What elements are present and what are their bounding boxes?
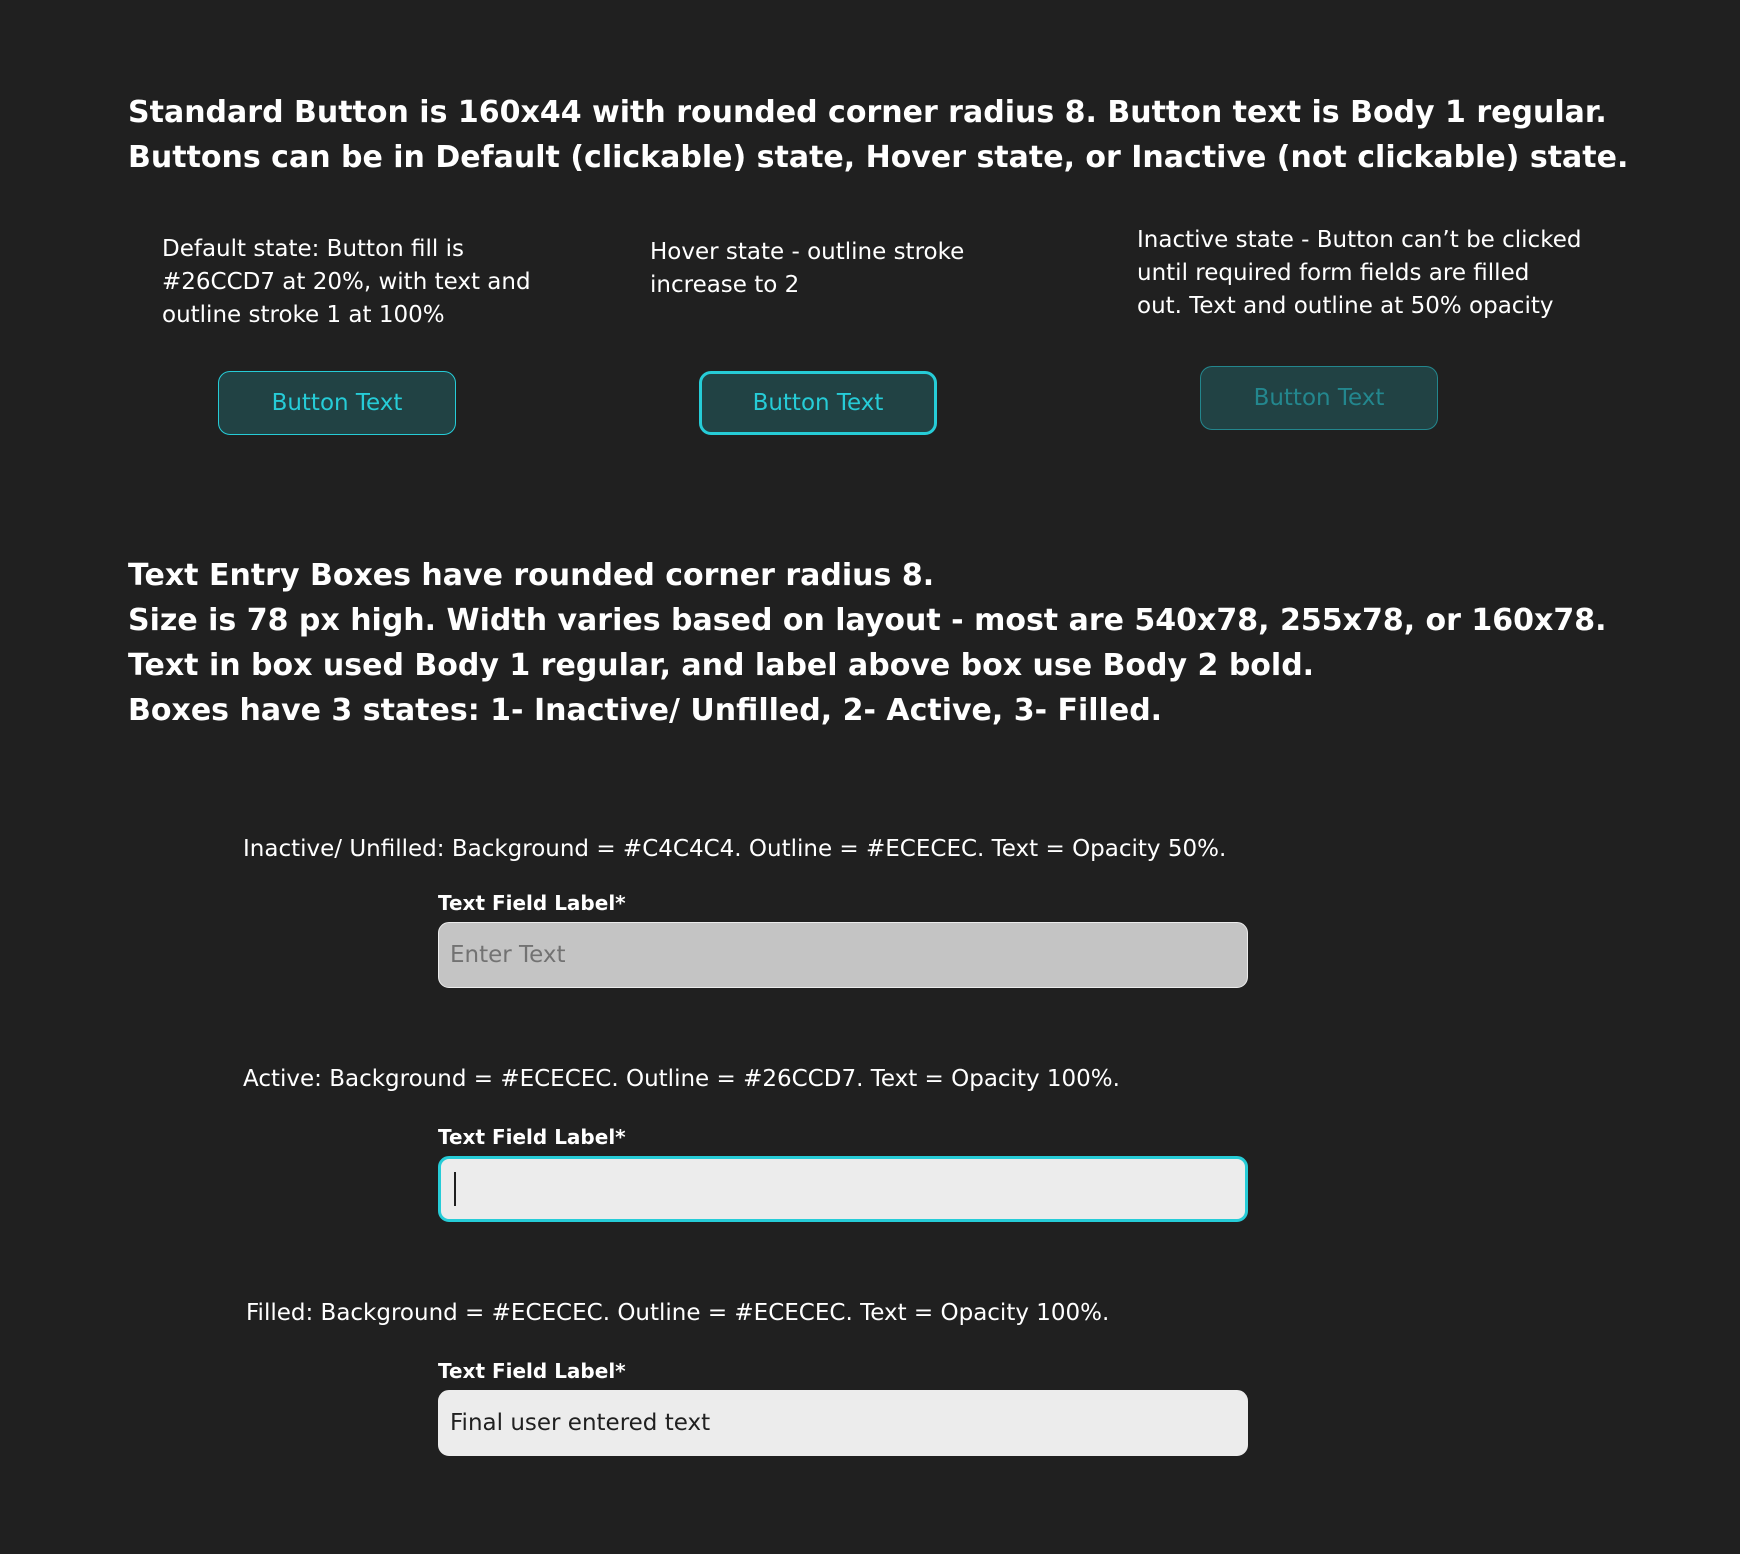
button-label: Button Text [1253, 385, 1385, 411]
filled-text-field[interactable] [438, 1390, 1248, 1456]
description-line: Inactive state - Button can’t be clicked [1137, 227, 1582, 253]
heading-line: Standard Button is 160x44 with rounded corner radius 8. Button text is Body 1 regular. [128, 95, 1607, 130]
inactive-field-description: Inactive/ Unfilled: Background = #C4C4C4. Outline = #ECECEC. Text = Opacity 50%. [243, 836, 1227, 862]
inactive-state-description [1137, 224, 1581, 323]
active-text-field[interactable] [438, 1156, 1248, 1222]
inactive-text-field[interactable] [438, 922, 1248, 988]
text-field-label: Text Field Label* [438, 1125, 626, 1149]
field-value: Final user entered text [450, 1410, 711, 1436]
description-line: increase to 2 [650, 272, 800, 298]
buttons-section-heading [128, 90, 1628, 180]
button-label: Button Text [271, 390, 403, 416]
heading-line: Size is 78 px high. Width varies based on layout - most are 540x78, 255x78, or 160x78. [128, 603, 1607, 638]
heading-line: Buttons can be in Default (clickable) state, Hover state, or Inactive (not clickable) state. [128, 140, 1629, 175]
description-line: Hover state - outline stroke [650, 239, 965, 265]
text-field-label: Text Field Label* [438, 891, 626, 915]
description-line: #26CCD7 at 20%, with text and [162, 269, 531, 295]
description-line: Default state: Button fill is [162, 236, 464, 262]
field-placeholder: Enter Text [450, 942, 566, 968]
heading-line: Text in box used Body 1 regular, and label above box use Body 2 bold. [128, 648, 1315, 683]
inactive-state-button [1200, 366, 1438, 430]
hover-state-description [650, 236, 964, 302]
default-state-button[interactable] [218, 371, 456, 435]
description-line: outline stroke 1 at 100% [162, 302, 445, 328]
active-field-description: Active: Background = #ECECEC. Outline = #26CCD7. Text = Opacity 100%. [243, 1066, 1120, 1092]
text-cursor [454, 1172, 456, 1206]
heading-line: Text Entry Boxes have rounded corner radius 8. [128, 558, 935, 593]
text-boxes-section-heading [128, 553, 1628, 733]
default-state-description [162, 233, 531, 332]
button-label: Button Text [752, 390, 884, 416]
description-line: until required form fields are filled [1137, 260, 1530, 286]
filled-field-description: Filled: Background = #ECECEC. Outline = #ECECEC. Text = Opacity 100%. [246, 1300, 1110, 1326]
hover-state-button[interactable] [699, 371, 937, 435]
description-line: out. Text and outline at 50% opacity [1137, 293, 1554, 319]
text-field-label: Text Field Label* [438, 1359, 626, 1383]
heading-line: Boxes have 3 states: 1- Inactive/ Unfilled, 2- Active, 3- Filled. [128, 693, 1163, 728]
